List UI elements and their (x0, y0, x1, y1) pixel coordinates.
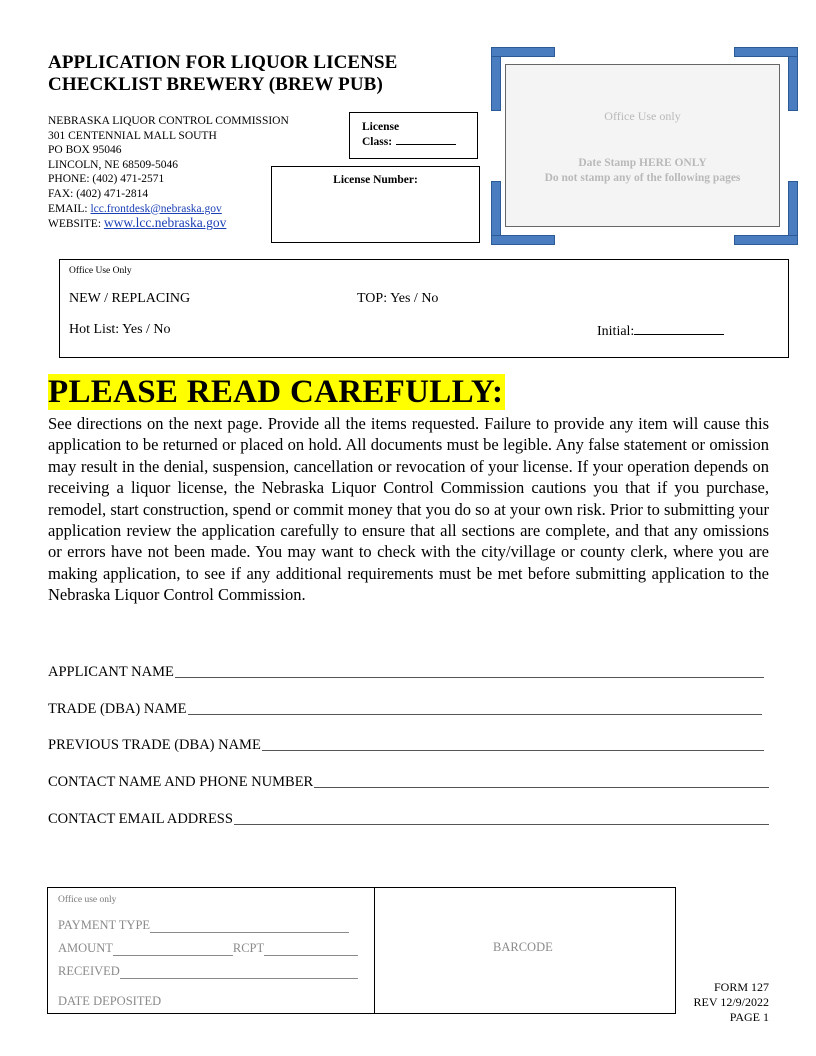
license-class-box (349, 112, 478, 159)
payment-box-divider (374, 887, 375, 1014)
agency-name: NEBRASKA LIQUOR CONTROL COMMISSION (48, 115, 289, 127)
trade-name-label: TRADE (DBA) NAME (48, 701, 187, 717)
date-stamp-box (505, 64, 780, 227)
title-line-2: CHECKLIST BREWERY (BREW PUB) (48, 74, 383, 95)
amount-row (58, 941, 358, 956)
applicant-name-line[interactable] (175, 677, 764, 678)
received-row (58, 964, 358, 979)
agency-fax: FAX: (402) 471-2814 (48, 187, 149, 200)
stamp-bracket-tr-horizontal (734, 47, 798, 57)
payment-type-row (58, 918, 349, 933)
agency-address-line-2: PO BOX 95046 (48, 144, 122, 157)
agency-address-line-1: 301 CENTENNIAL MALL SOUTH (48, 129, 217, 142)
form-revision: REV 12/9/2022 (693, 995, 769, 1009)
contact-email-line[interactable] (234, 824, 769, 825)
form-number: FORM 127 (713, 980, 769, 994)
date-deposited-label: DATE DEPOSITED (58, 994, 162, 1008)
stamp-instructions (505, 156, 780, 186)
payment-office-use-label: Office use only (58, 895, 117, 905)
notice-heading: PLEASE READ CAREFULLY: (48, 374, 504, 410)
previous-trade-name-label: PREVIOUS TRADE (DBA) NAME (48, 737, 261, 753)
stamp-instruction-line-1: Date Stamp HERE ONLY (578, 157, 707, 169)
website-label: WEBSITE: (48, 218, 104, 231)
agency-address-block (48, 114, 289, 232)
applicant-name-field[interactable] (48, 663, 769, 681)
agency-city: LINCOLN, NE 68509-5046 (48, 158, 178, 171)
rcpt-line[interactable] (264, 944, 358, 956)
license-number-box (271, 166, 480, 243)
hot-list-option: Hot List: Yes / No (69, 322, 171, 337)
initial-field (597, 322, 724, 340)
license-class-row (362, 134, 477, 149)
notice-body: See directions on the next page. Provide all the items requested. Failure to provide any item will cause this application to be returned or placed on hold. All documents must be legible. Any false statement or omission may result in the denial, suspension, cancellation or revocation of your license. If your operation depends on receiving a liquor license, the Nebraska Liquor Control Commission cautions you that if you purchase, remodel, start construction, spend or commit money that you do so at your own risk. Prior to submitting your application review the application carefully to ensure that all sections are complete, and that any omissions or errors have not been made. You may want to check with the city/village or county clerk, where you are making application, to see if any additional requirements must be met before submitting application to the Nebraska Liquor Control Commission. (48, 414, 769, 605)
applicant-name-label: APPLICANT NAME (48, 664, 174, 680)
page-title (48, 52, 397, 96)
website-link[interactable]: www.lcc.nebraska.gov (103, 215, 227, 231)
initial-label: Initial: (597, 324, 635, 339)
amount-line[interactable] (113, 944, 233, 956)
contact-name-phone-field[interactable] (48, 773, 769, 791)
page-number: PAGE 1 (729, 1010, 769, 1024)
contact-email-field[interactable] (48, 810, 769, 828)
trade-name-line[interactable] (188, 714, 762, 715)
contact-email-label: CONTACT EMAIL ADDRESS (48, 811, 233, 827)
received-label: RECEIVED (58, 964, 120, 978)
rcpt-label: RCPT (232, 941, 265, 955)
stamp-bracket-br-horizontal (734, 235, 798, 245)
stamp-instruction-line-2: Do not stamp any of the following pages (544, 172, 741, 184)
agency-phone: PHONE: (402) 471-2571 (48, 173, 165, 186)
barcode-placeholder: BARCODE (493, 940, 553, 954)
contact-name-phone-label: CONTACT NAME AND PHONE NUMBER (48, 774, 314, 790)
received-line[interactable] (120, 967, 358, 979)
agency-website-row (48, 216, 289, 232)
amount-label: AMOUNT (58, 941, 113, 955)
contact-name-phone-line[interactable] (314, 787, 769, 788)
payment-type-line[interactable] (150, 921, 349, 933)
email-link[interactable]: lcc.frontdesk@nebraska.gov (90, 202, 222, 215)
stamp-bracket-bl-horizontal (491, 235, 555, 245)
email-label: EMAIL: (48, 202, 91, 215)
title-line-1: APPLICATION FOR LIQUOR LICENSE (48, 52, 398, 73)
date-deposited-row (58, 994, 161, 1009)
office-use-box (59, 259, 789, 358)
stamp-bracket-tl-horizontal (491, 47, 555, 57)
trade-name-field[interactable] (48, 700, 769, 718)
license-class-field[interactable] (396, 134, 456, 145)
stamp-office-use-label: Office Use only (604, 109, 681, 123)
initial-input-line[interactable] (634, 322, 724, 335)
new-replacing-option: NEW / REPLACING (69, 291, 191, 306)
office-use-label: Office Use Only (69, 266, 132, 276)
previous-trade-name-line[interactable] (262, 750, 764, 751)
agency-email-row (48, 202, 289, 217)
license-class-label-1: License (362, 121, 400, 133)
previous-trade-name-field[interactable] (48, 736, 769, 754)
top-option: TOP: Yes / No (357, 291, 439, 306)
license-number-label: License Number: (333, 174, 418, 186)
license-class-label-2: Class: (362, 136, 393, 148)
form-identifier (680, 980, 769, 1025)
payment-type-label: PAYMENT TYPE (58, 918, 151, 932)
